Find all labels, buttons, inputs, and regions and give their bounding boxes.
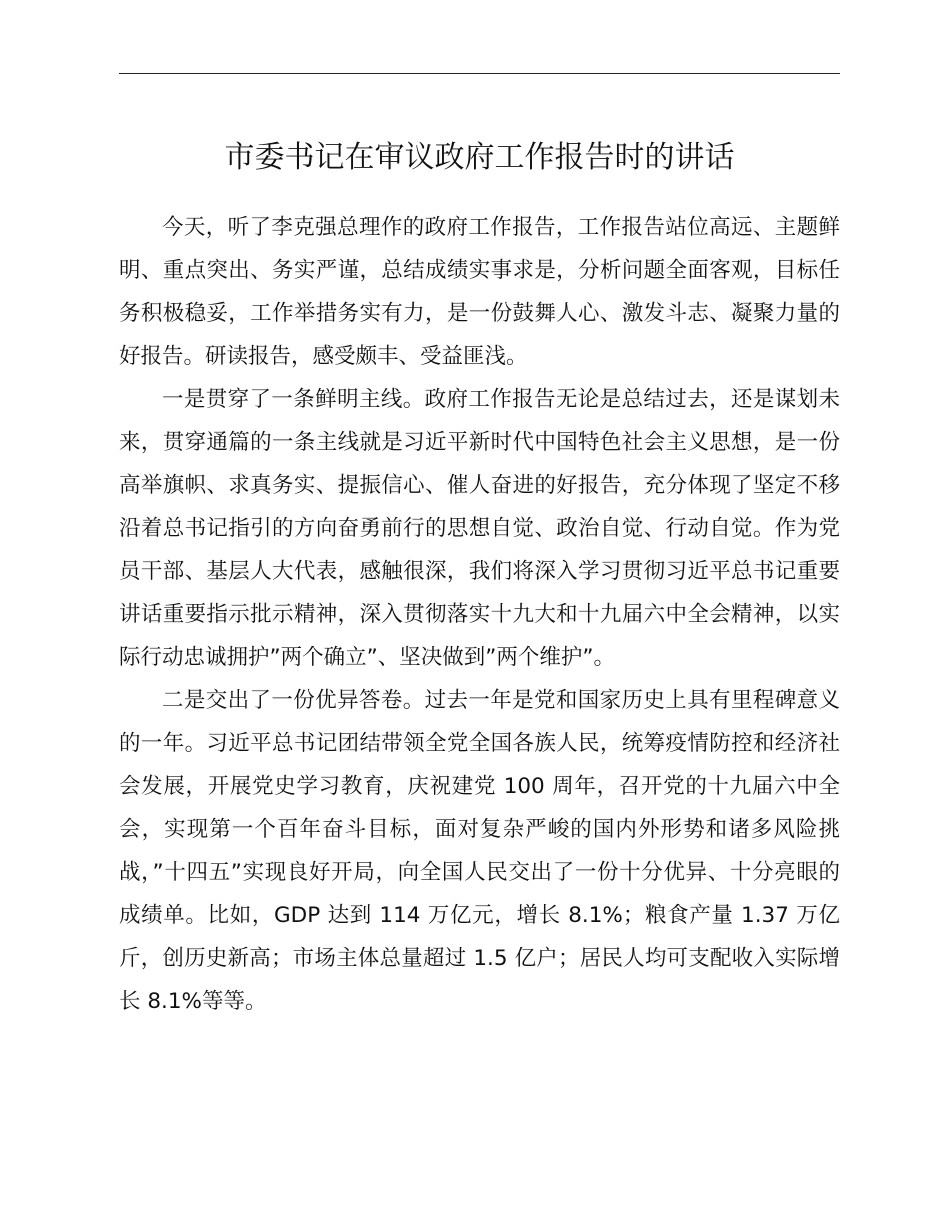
- paragraph-point-two: 二是交出了一份优异答卷。过去一年是党和国家历史上具有里程碑意义的一年。习近平总书记团结带领全党全国各族人民，统筹疫情防控和经济社会发展，开展党史学习教育，庆祝建党 100 周年，召开党的十九届六中全会，实现第一个百年奋斗目标，面对复杂严峻的国内外形势和诸多风险挑战，”十四五”实现良好开局，向全国人民交出了一份十分优异、十分亮眼的成绩单。比如，GDP 达到 114 万亿元，增长 8.1%；粮食产量 1.37 万亿斤，创历史新高；市场主体总量超过 1.5 亿户；居民人均可支配收入实际增长 8.1%等等。: [119, 688, 840, 1014]
- paragraph-point-one: 一是贯穿了一条鲜明主线。政府工作报告无论是总结过去，还是谋划未来，贯穿通篇的一条主线就是习近平新时代中国特色社会主义思想，是一份高举旗帜、求真务实、提振信心、催人奋进的好报告，充分体现了坚定不移沿着总书记指引的方向奋勇前行的思想自觉、政治自觉、行动自觉。作为党员干部、基层人大代表，感触很深，我们将深入学习贯彻习近平总书记重要讲话重要指示批示精神，深入贯彻落实十九大和十九届六中全会精神，以实际行动忠诚拥护”两个确立”、坚决做到”两个维护”。: [119, 387, 840, 670]
- header-rule: [119, 73, 840, 74]
- document-body: [119, 206, 840, 1023]
- paragraph-intro: 今天，听了李克强总理作的政府工作报告，工作报告站位高远、主题鲜明、重点突出、务实严谨，总结成绩实事求是，分析问题全面客观，目标任务积极稳妥，工作举措务实有力，是一份鼓舞人心、激发斗志、凝聚力量的好报告。研读报告，感受颇丰、受益匪浅。: [119, 215, 840, 369]
- document-title: 市委书记在审议政府工作报告时的讲话: [224, 140, 735, 175]
